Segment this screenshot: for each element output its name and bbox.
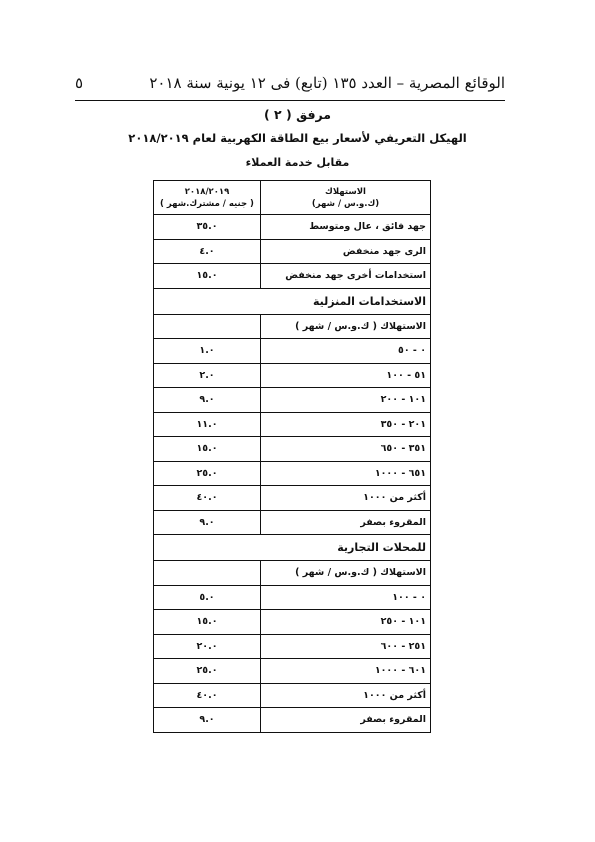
header-divider (75, 100, 505, 101)
table-row (154, 610, 431, 635)
table-header-row (154, 181, 431, 215)
row-value: ١.٠ (154, 339, 261, 364)
section-row-commercial (154, 535, 431, 561)
value-header-line1: ٢٠١٨/٢٠١٩ (184, 186, 230, 197)
table-subtitle: مقابل خدمة العملاء (245, 156, 350, 169)
table-row (154, 437, 431, 462)
table-row (154, 363, 431, 388)
row-label: الرى جهد منخفض (261, 239, 431, 264)
row-label: ٥١ - ١٠٠ (261, 363, 431, 388)
table-row (154, 683, 431, 708)
consumption-header (261, 181, 431, 215)
row-value: ٢٥.٠ (154, 659, 261, 684)
row-value: ٣٥.٠ (154, 215, 261, 240)
row-value: ٢.٠ (154, 363, 261, 388)
row-label: ١٠١ - ٢٠٠ (261, 388, 431, 413)
row-label: أكثر من ١٠٠٠ (261, 683, 431, 708)
tariff-table (153, 180, 431, 733)
table-row (154, 486, 431, 511)
table-row (154, 708, 431, 733)
value-header-line2: ( جنيه / مشترك.شهر ) (160, 198, 254, 209)
empty-cell (154, 314, 261, 339)
row-value: ٤.٠ (154, 239, 261, 264)
table-row (154, 585, 431, 610)
table-row (154, 561, 431, 586)
row-value: ٥.٠ (154, 585, 261, 610)
gazette-title: الوقائع المصرية – العدد ١٣٥ (تابع) فى ١٢ يونية سنة ٢٠١٨ (149, 74, 505, 92)
row-label: أكثر من ١٠٠٠ (261, 486, 431, 511)
row-label: ٠ - ١٠٠ (261, 585, 431, 610)
row-label: ٦٠١ - ١٠٠٠ (261, 659, 431, 684)
table-row (154, 659, 431, 684)
row-label: استخدامات أخرى جهد منخفض (261, 264, 431, 289)
row-label: ٠ - ٥٠ (261, 339, 431, 364)
row-label: ٢٠١ - ٣٥٠ (261, 412, 431, 437)
table-row (154, 412, 431, 437)
row-value: ١١.٠ (154, 412, 261, 437)
page-number: ٥ (75, 74, 84, 92)
row-value: ١٥.٠ (154, 264, 261, 289)
table-row (154, 461, 431, 486)
consumption-label-commercial: الاستهلاك ( ك.و.س / شهر ) (261, 561, 431, 586)
row-label: المقروء بصفر (261, 708, 431, 733)
row-value: ٢٠.٠ (154, 634, 261, 659)
row-label: ٦٥١ - ١٠٠٠ (261, 461, 431, 486)
table-row (154, 339, 431, 364)
row-value: ١٥.٠ (154, 437, 261, 462)
row-label: ٢٥١ - ٦٠٠ (261, 634, 431, 659)
table-row (154, 215, 431, 240)
row-label: المقروء بصفر (261, 510, 431, 535)
page-header (75, 72, 505, 98)
table-row (154, 634, 431, 659)
row-label: ١٠١ - ٢٥٠ (261, 610, 431, 635)
table-row (154, 388, 431, 413)
consumption-header-line1: الاستهلاك (325, 186, 366, 197)
row-value: ٩.٠ (154, 388, 261, 413)
section-title-commercial: للمحلات التجارية (154, 535, 431, 561)
table-row (154, 314, 431, 339)
row-label: جهد فائق ، عال ومتوسط (261, 215, 431, 240)
section-row-residential (154, 288, 431, 314)
row-value: ٩.٠ (154, 510, 261, 535)
table-row (154, 510, 431, 535)
row-value: ١٥.٠ (154, 610, 261, 635)
row-label: ٣٥١ - ٦٥٠ (261, 437, 431, 462)
table-row (154, 264, 431, 289)
annex-label: مرفق ( ٢ ) (263, 107, 332, 122)
section-title-residential: الاستخدامات المنزلية (154, 288, 431, 314)
row-value: ٤٠.٠ (154, 683, 261, 708)
row-value: ٢٥.٠ (154, 461, 261, 486)
value-header (154, 181, 261, 215)
row-value: ٤٠.٠ (154, 486, 261, 511)
empty-cell (154, 561, 261, 586)
table-title: الهيكل التعريفي لأسعار بيع الطاقة الكهربية لعام ٢٠١٨/٢٠١٩ (128, 131, 467, 145)
row-value: ٩.٠ (154, 708, 261, 733)
consumption-header-line2: (ك.و.س / شهر) (311, 198, 380, 209)
table-row (154, 239, 431, 264)
consumption-label-residential: الاستهلاك ( ك.و.س / شهر ) (261, 314, 431, 339)
